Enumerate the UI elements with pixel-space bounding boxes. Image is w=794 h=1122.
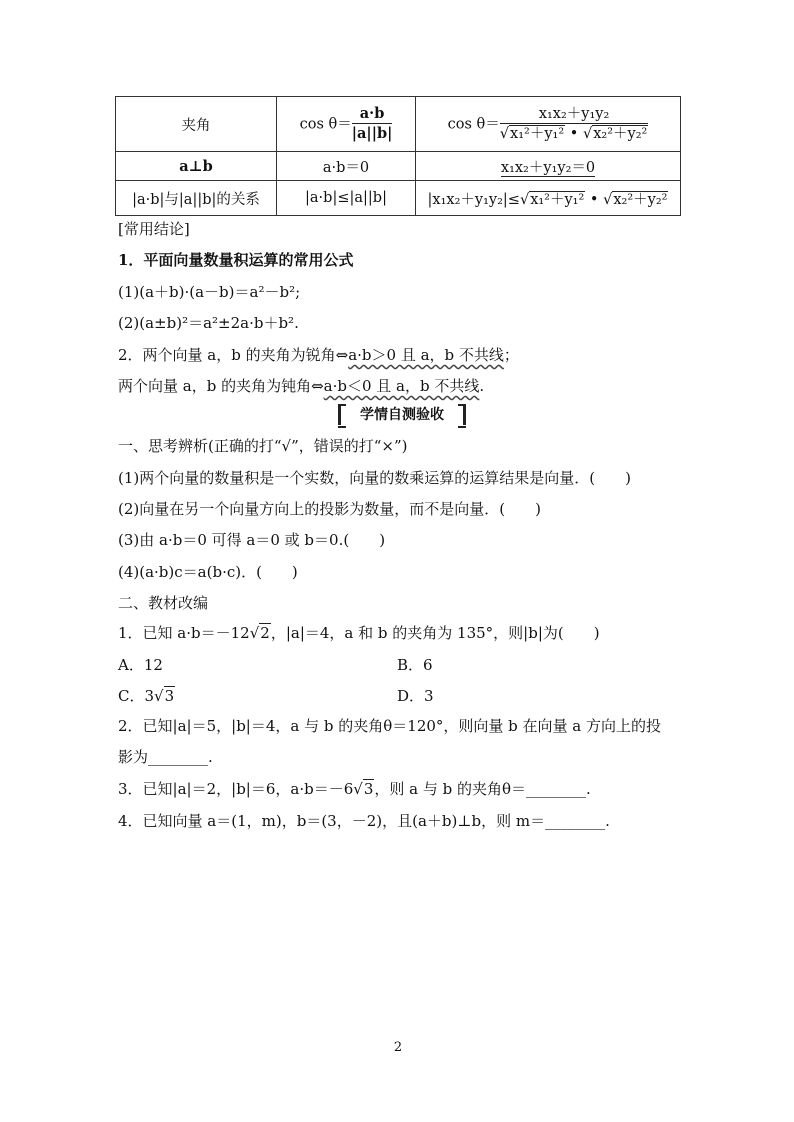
radicand: x₂²＋y₂² [613, 191, 668, 208]
radicand: x₂²＋y₂² [593, 125, 648, 142]
table-cell: |x₁x₂＋y₁y₂|≤√x₁²＋y₁² • √x₂²＋y₂² [416, 181, 681, 216]
fraction [500, 106, 649, 143]
numerator: x₁x₂＋y₁y₂ [500, 106, 649, 124]
question-3: (3)由 a·b＝0 可得 a＝0 或 b＝0.( ) [118, 531, 386, 549]
radicand: 3 [363, 780, 374, 798]
text: ； [503, 346, 519, 364]
table-row [116, 152, 681, 181]
text: 2．两个向量 a，b 的夹角为锐角⇔ [118, 346, 349, 364]
table-cell [277, 152, 416, 181]
text: . [479, 377, 485, 395]
comparison-table [115, 96, 681, 216]
denominator: |a||b| [351, 124, 393, 142]
formula-1: (1)(a＋b)·(a－b)＝a²－b²; [118, 283, 301, 301]
cell-label: 夹角 [181, 117, 211, 134]
emphasized-text: a·b＞0 且 a，b 不共线 [348, 346, 504, 364]
section-banner: 学情自测验收 [338, 405, 466, 425]
radicand: 2 [260, 624, 270, 642]
option-d: D．3 [397, 687, 434, 705]
cell-formula: a·b＝0 [322, 159, 370, 176]
text: 1．已知 a·b＝－12 [118, 624, 250, 642]
cell-formula: |x₁x₂＋y₁y₂|≤ [427, 191, 520, 208]
text: 3．已知|a|＝2，|b|＝6，a·b＝－6 [118, 780, 354, 798]
problem-4: 4．已知向量 a＝(1，m)，b＝(3，－2)，且(a＋b)⊥b，则 m＝________. [118, 812, 610, 830]
text: ，|a|＝4，a 和 b 的夹角为 135°，则|b|为( ) [270, 624, 600, 642]
section-2-title: 二、教材改编 [118, 594, 209, 612]
table-cell [116, 152, 277, 181]
numerator: a·b [352, 106, 393, 124]
table-cell [416, 152, 681, 181]
cell-formula: |a·b|≤|a||b| [305, 190, 387, 206]
table-row [116, 97, 681, 152]
option-a: A．12 [118, 656, 163, 674]
denominator: √x₁²＋y₁² • √x₂²＋y₂² [499, 125, 648, 142]
text: ，则 a 与 b 的夹角θ＝________. [374, 780, 591, 798]
formula-2: (2)(a±b)²＝a²±2a·b＋b². [118, 314, 299, 332]
conclusion-1-title: 1．平面向量数量积运算的常用公式 [118, 251, 354, 269]
fraction [352, 106, 393, 143]
cell-label: |a·b|与|a||b|的关系 [132, 191, 260, 208]
cell-label: a⊥b [179, 157, 213, 175]
cell-formula: x₁x₂＋y₁y₂＝0 [500, 159, 596, 176]
problem-2-line-2: 影为________. [118, 748, 213, 766]
table-cell [116, 97, 277, 152]
page-number: 2 [393, 1040, 403, 1055]
problem-2-line-1: 2．已知|a|＝5，|b|＝4，a 与 b 的夹角θ＝120°，则向量 b 在向量 a 方向上的投 [118, 717, 662, 735]
dot: • [565, 125, 583, 142]
table-cell [416, 97, 681, 152]
table-cell [277, 97, 416, 152]
radicand: 3 [164, 687, 175, 705]
formula-prefix: cos θ＝ [299, 116, 352, 132]
question-4: (4)(a·b)c＝a(b·c)．( ) [118, 563, 298, 581]
radicand: x₁²＋y₁² [510, 125, 565, 142]
conclusion-2-obtuse [118, 376, 484, 396]
option-c: C．3√3 [118, 687, 175, 705]
problem-1: 1．已知 a·b＝－12√2，|a|＝4，a 和 b 的夹角为 135°，则|b|为( ) [118, 624, 600, 642]
radicand: x₁²＋y₁² [530, 191, 585, 208]
option-b: B．6 [397, 656, 433, 674]
emphasized-text: a·b＜0 且 a，b 不共线 [323, 377, 480, 395]
table-row [116, 181, 681, 216]
text: C．3 [118, 687, 155, 705]
section-1-title: 一、思考辨析(正确的打“√”，错误的打“×”) [118, 437, 408, 455]
question-1: (1)两个向量的数量积是一个实数，向量的数乘运算的运算结果是向量．( ) [118, 469, 631, 487]
dot: • [585, 191, 604, 208]
text: 两个向量 a，b 的夹角为钝角⇔ [118, 377, 324, 395]
conclusions-heading: [常用结论] [118, 220, 190, 238]
problem-3: 3．已知|a|＝2，|b|＝6，a·b＝－6√3，则 a 与 b 的夹角θ＝________. [118, 780, 591, 798]
question-2: (2)向量在另一个向量方向上的投影为数量，而不是向量．( ) [118, 500, 541, 518]
formula-prefix: cos θ＝ [447, 116, 500, 132]
table-cell [277, 181, 416, 216]
conclusion-2-acute [118, 345, 519, 365]
table-cell [116, 181, 277, 216]
